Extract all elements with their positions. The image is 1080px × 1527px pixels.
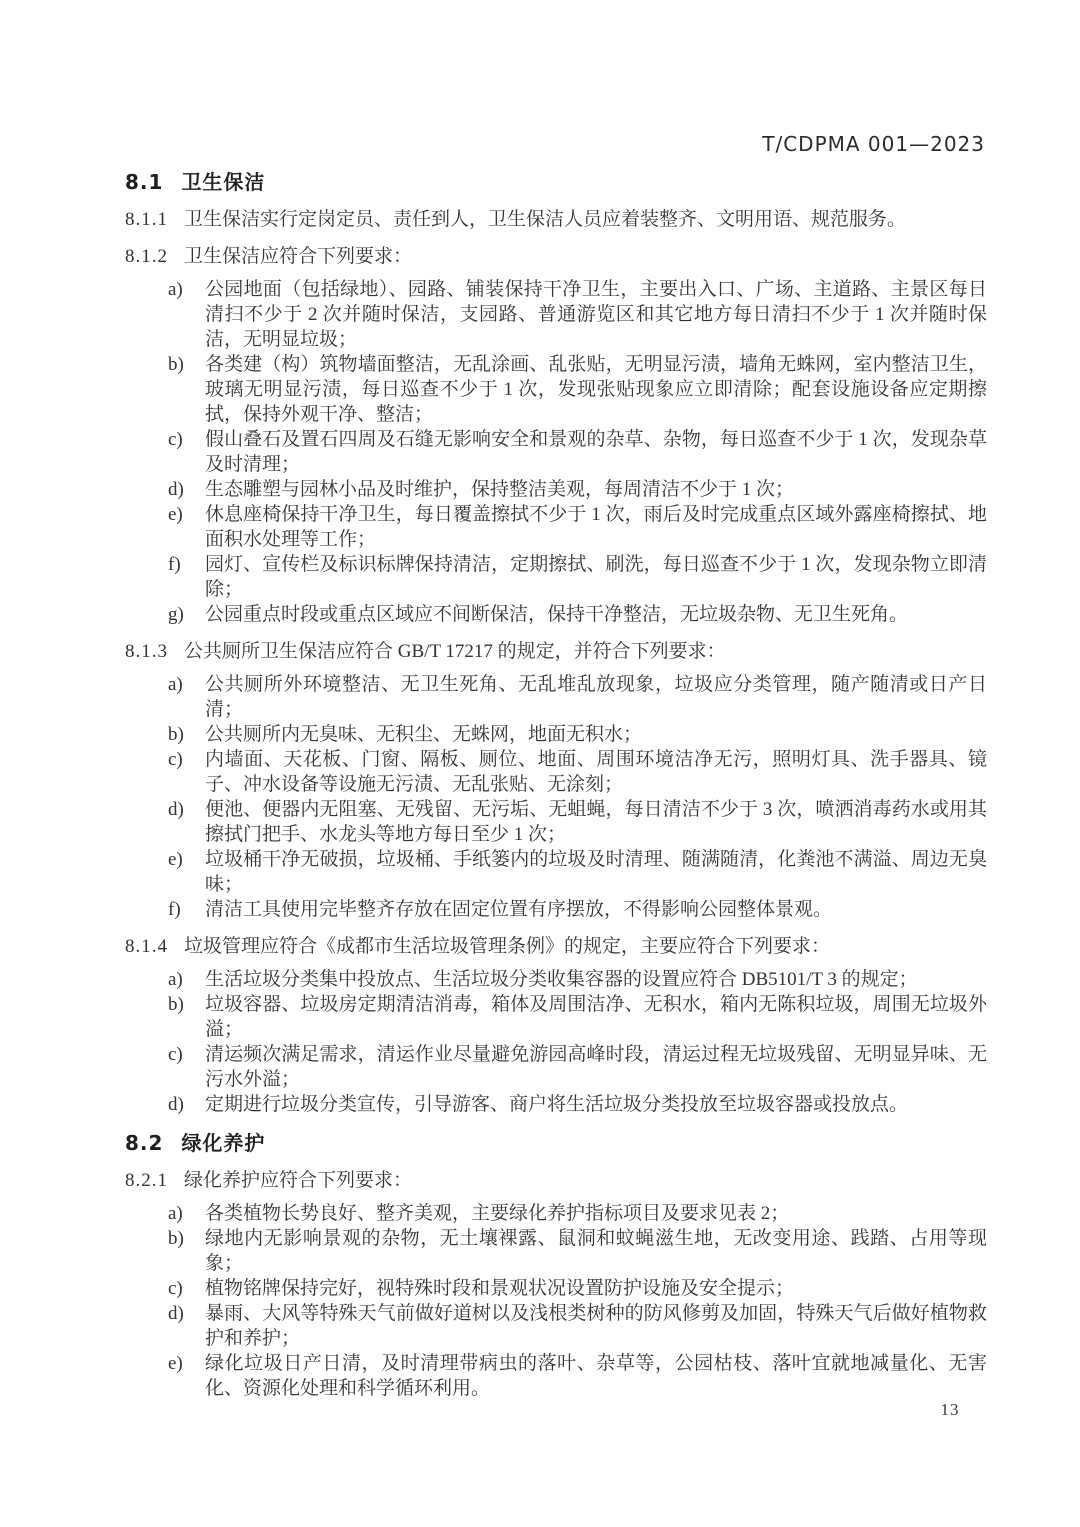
list-item-label: f): [168, 554, 181, 575]
list-item-label: a): [168, 674, 183, 695]
list-item: [168, 797, 987, 847]
list-item-text: 生活垃圾分类集中投放点、生活垃圾分类收集容器的设置应符合 DB5101/T 3 的规定；: [205, 969, 918, 990]
list-item-text: 公共厕所外环境整洁、无卫生死角、无乱堆乱放现象，垃圾应分类管理，随产随清或日产日清；: [205, 674, 987, 720]
list-item-label: e): [168, 504, 183, 525]
clause-8-2-1-list: [125, 1201, 987, 1401]
list-item-label: b): [168, 994, 184, 1015]
list-item: [168, 992, 987, 1042]
list-item: [168, 277, 987, 352]
list-item-text: 暴雨、大风等特殊天气前做好道树以及浅根类树种的防风修剪及加固，特殊天气后做好植物救护和养护；: [205, 1303, 987, 1349]
list-item-text: 假山叠石及置石四周及石缝无影响安全和景观的杂草、杂物，每日巡查不少于 1 次，发现杂草及时清理；: [205, 429, 987, 475]
list-item: [168, 1301, 987, 1351]
list-item-label: c): [168, 749, 183, 770]
list-item-label: a): [168, 279, 183, 300]
list-item-label: e): [168, 1353, 183, 1374]
list-item-text: 各类建（构）筑物墙面整洁，无乱涂画、乱张贴，无明显污渍，墙角无蛛网，室内整洁卫生，玻璃无明显污渍，每日巡查不少于 1 次，发现张贴现象应立即清除；配套设施设备应定期擦拭，保持外观干净、整洁；: [205, 354, 987, 425]
list-item-label: d): [168, 799, 184, 820]
list-item-text: 绿化垃圾日产日清，及时清理带病虫的落叶、杂草等，公园枯枝、落叶宜就地减量化、无害化、资源化处理和科学循环利用。: [205, 1353, 987, 1399]
list-item: [168, 1201, 987, 1226]
clause-number: 8.1.3: [125, 641, 168, 662]
list-item: [168, 1276, 987, 1301]
list-item: [168, 352, 987, 427]
list-item: [168, 847, 987, 897]
list-item-text: 休息座椅保持干净卫生，每日覆盖擦拭不少于 1 次，雨后及时完成重点区域外露座椅擦拭、地面积水处理等工作；: [205, 504, 987, 550]
clause-8-2-heading: [125, 1131, 987, 1156]
list-item-text: 绿地内无影响景观的杂物，无土壤裸露、鼠洞和蚊蝇滋生地，无改变用途、践踏、占用等现象；: [205, 1228, 987, 1274]
list-item-label: a): [168, 1203, 183, 1224]
list-item: [168, 602, 987, 627]
clause-8-1-heading: [125, 170, 987, 195]
clause-text: 卫生保洁应符合下列要求：: [184, 246, 413, 267]
clause-number: 8.1.1: [125, 209, 168, 230]
list-item-label: g): [168, 604, 184, 625]
list-item-label: c): [168, 1278, 183, 1299]
list-item-text: 植物铭牌保持完好，视特殊时段和景观状况设置防护设施及安全提示；: [205, 1278, 795, 1299]
clause-8-1-4-paragraph: [125, 934, 987, 959]
list-item-text: 公园地面（包括绿地）、园路、铺装保持干净卫生，主要出入口、广场、主道路、主景区每日清扫不少于 2 次并随时保洁，支园路、普通游览区和其它地方每日清扫不少于 1 次并随时保洁，无明显垃圾；: [205, 279, 987, 350]
list-item: [168, 672, 987, 722]
list-item-text: 内墙面、天花板、门窗、隔板、厕位、地面、周围环境洁净无污，照明灯具、洗手器具、镜子、冲水设备等设施无污渍、无乱张贴、无涂刻；: [205, 749, 987, 795]
list-item-label: f): [168, 899, 181, 920]
list-item-text: 清洁工具使用完毕整齐存放在固定位置有序摆放，不得影响公园整体景观。: [205, 899, 833, 920]
clause-8-1-4-list: [125, 967, 987, 1117]
list-item-text: 公共厕所内无臭味、无积尘、无蛛网，地面无积水；: [205, 724, 643, 745]
list-item: [168, 1351, 987, 1401]
list-item: [168, 967, 987, 992]
list-item-label: a): [168, 969, 183, 990]
list-item-label: b): [168, 354, 184, 375]
list-item: [168, 722, 987, 747]
list-item-label: b): [168, 724, 184, 745]
clause-8-1-2-paragraph: [125, 244, 987, 269]
list-item-label: d): [168, 1094, 184, 1115]
clause-8-1-1-paragraph: [125, 207, 987, 232]
clause-number: 8.1.2: [125, 246, 168, 267]
clause-title: 卫生保洁: [181, 170, 266, 194]
list-item: [168, 897, 987, 922]
list-item-text: 定期进行垃圾分类宣传，引导游客、商户将生活垃圾分类投放至垃圾容器或投放点。: [205, 1094, 909, 1115]
list-item-text: 园灯、宣传栏及标识标牌保持清洁，定期擦拭、刷洗，每日巡查不少于 1 次，发现杂物立即清除；: [205, 554, 987, 600]
list-item: [168, 427, 987, 477]
clause-text: 绿化养护应符合下列要求：: [184, 1170, 413, 1191]
list-item-label: b): [168, 1228, 184, 1249]
list-item: [168, 552, 987, 602]
clause-number: 8.2.1: [125, 1170, 168, 1191]
list-item: [168, 477, 987, 502]
clause-number: 8.1: [125, 170, 164, 194]
clause-8-1-3-list: [125, 672, 987, 922]
list-item-label: e): [168, 849, 183, 870]
list-item-text: 清运频次满足需求，清运作业尽量避免游园高峰时段，清运过程无垃圾残留、无明显异味、无污水外溢；: [205, 1044, 987, 1090]
clause-text: 卫生保洁实行定岗定员、责任到人，卫生保洁人员应着装整齐、文明用语、规范服务。: [184, 209, 907, 230]
list-item: [168, 1042, 987, 1092]
list-item: [168, 1226, 987, 1276]
list-item-text: 生态雕塑与园林小品及时维护，保持整洁美观，每周清洁不少于 1 次；: [205, 479, 795, 500]
list-item-text: 公园重点时段或重点区域应不间断保洁，保持干净整洁，无垃圾杂物、无卫生死角。: [205, 604, 909, 625]
clause-number: 8.1.4: [125, 936, 168, 957]
clause-text: 垃圾管理应符合《成都市生活垃圾管理条例》的规定，主要应符合下列要求：: [184, 936, 831, 957]
document-content: [125, 170, 987, 1401]
clause-title: 绿化养护: [181, 1131, 266, 1155]
clause-text: 公共厕所卫生保洁应符合 GB/T 17217 的规定，并符合下列要求：: [184, 641, 726, 662]
list-item-text: 垃圾桶干净无破损，垃圾桶、手纸篓内的垃圾及时清理、随满随清，化粪池不满溢、周边无臭味；: [205, 849, 987, 895]
list-item-label: c): [168, 1044, 183, 1065]
list-item-text: 垃圾容器、垃圾房定期清洁消毒，箱体及周围洁净、无积水，箱内无陈积垃圾，周围无垃圾外溢；: [205, 994, 987, 1040]
list-item-label: d): [168, 479, 184, 500]
list-item: [168, 502, 987, 552]
list-item: [168, 1092, 987, 1117]
clause-8-2-1-paragraph: [125, 1168, 987, 1193]
standard-reference-header: T/CDPMA 001—2023: [762, 132, 985, 156]
clause-number: 8.2: [125, 1131, 164, 1155]
list-item-label: c): [168, 429, 183, 450]
clause-8-1-3-paragraph: [125, 639, 987, 664]
list-item-text: 各类植物长势良好、整齐美观，主要绿化养护指标项目及要求见表 2；: [205, 1203, 790, 1224]
list-item: [168, 747, 987, 797]
list-item-label: d): [168, 1303, 184, 1324]
clause-8-1-2-list: [125, 277, 987, 627]
list-item-text: 便池、便器内无阻塞、无残留、无污垢、无蛆蝇，每日清洁不少于 3 次，喷洒消毒药水或用其擦拭门把手、水龙头等地方每日至少 1 次；: [205, 799, 987, 845]
page-number: 13: [940, 1400, 960, 1419]
